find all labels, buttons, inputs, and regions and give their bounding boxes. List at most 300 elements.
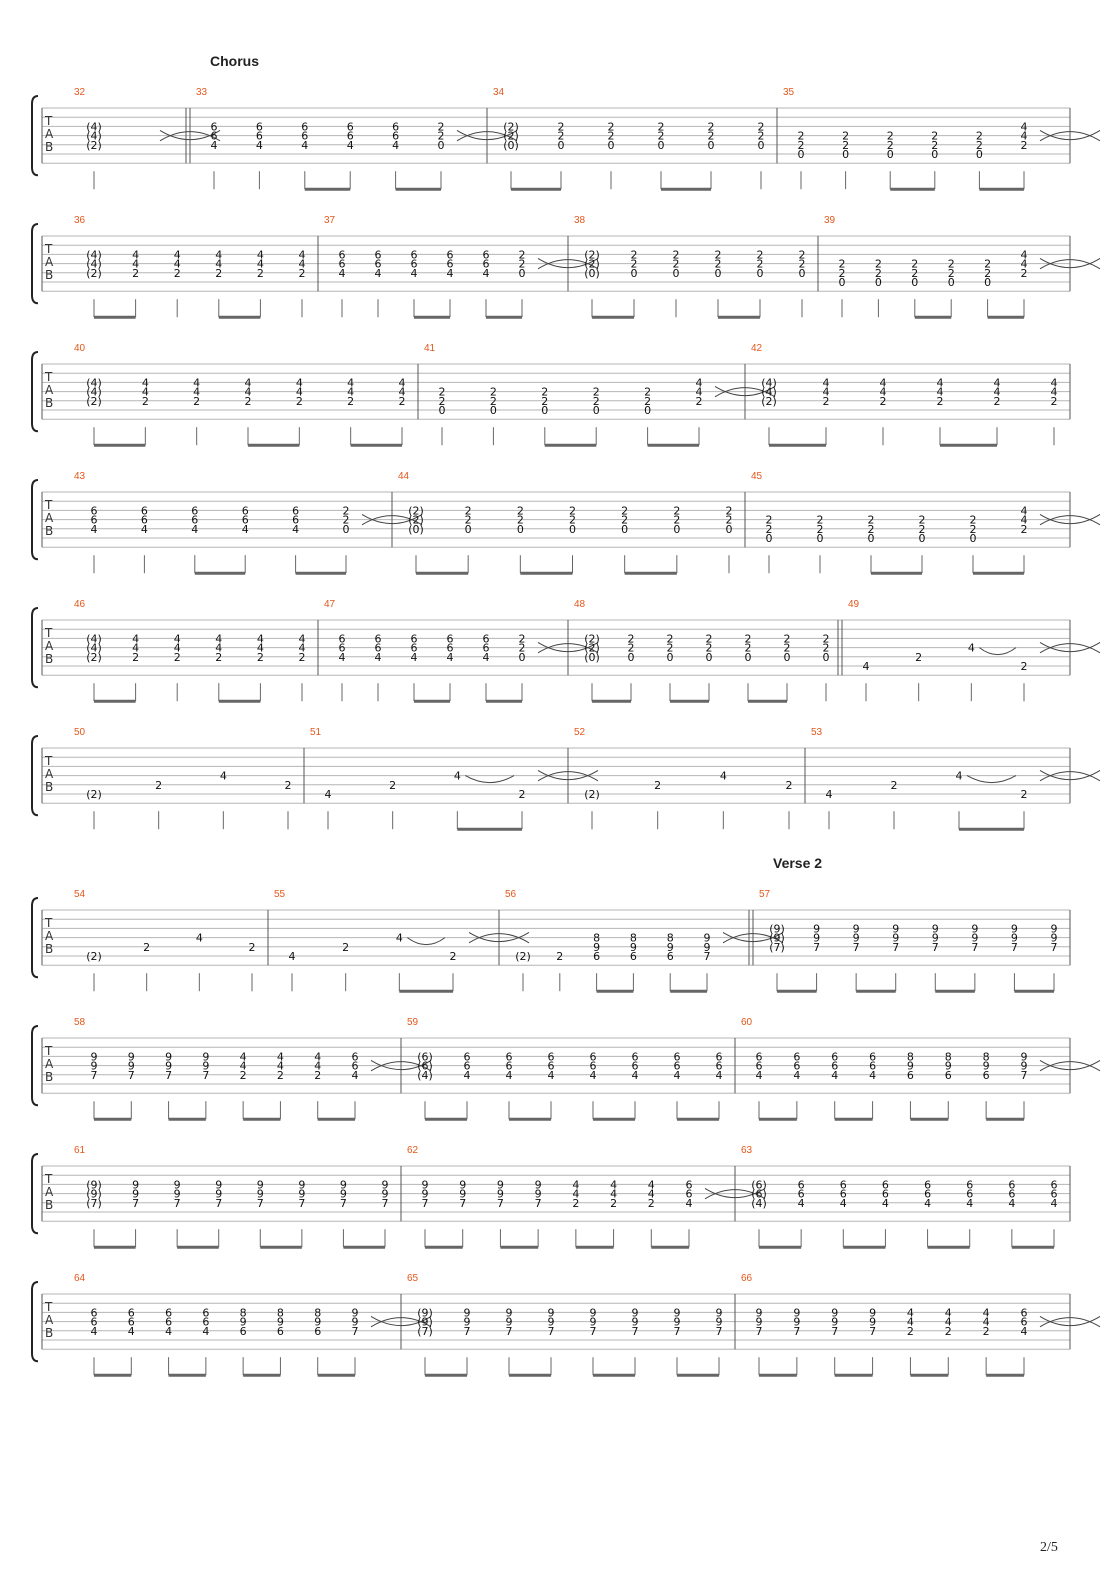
measure [324,215,598,317]
bar-number: 62 [407,1145,419,1156]
fret-number: 6 [547,1050,555,1064]
fret-number: 6 [255,120,263,134]
measure [493,87,777,189]
bar-number: 46 [74,599,86,610]
fret-number: 4 [869,1068,877,1082]
fret-number: 0 [644,404,652,417]
fret-number: 7 [215,1196,223,1210]
fret-number: 4 [298,248,306,262]
fret-number: 0 [911,276,919,289]
fret-number: 7 [90,1068,98,1082]
tab-clef-letter: B [45,1326,54,1340]
fret-number: 6 [410,257,418,271]
fret-number: 7 [869,1324,877,1338]
tab-clef-letter: T [45,626,53,640]
fret-number: 6 [797,1187,805,1201]
fret-number: 4 [132,257,140,271]
fret-number: 2 [389,778,397,792]
fret-number: (2) [761,394,777,408]
measure [74,1273,431,1375]
fret-number: 2 [541,394,549,408]
bar-number: 35 [783,87,795,98]
bar-number: 37 [324,215,336,226]
fret-number: 0 [744,650,752,664]
fret-number: 2 [707,120,715,134]
fret-number: 0 [947,276,955,289]
fret-number: 4 [993,376,1001,390]
bar-number: 39 [824,215,836,226]
fret-number: 0 [783,650,791,664]
measure [74,87,220,189]
fret-number: (2) [584,632,600,646]
fret-number: 9 [1020,1059,1028,1073]
fret-number: 0 [931,148,939,161]
fret-number: 7 [298,1196,306,1210]
fret-number: 2 [155,778,163,792]
bar-number: 51 [310,727,322,738]
fret-number: 6 [241,504,249,518]
fret-number: 4 [755,1068,763,1082]
fret-number: 6 [906,1068,914,1082]
tab-clef-letter: T [45,754,53,768]
fret-number: 4 [1020,513,1028,527]
fret-number: 4 [256,257,264,271]
system-brace [32,480,38,559]
fret-number: (0) [503,138,519,152]
fret-number: 2 [744,641,752,655]
fret-number: (9) [417,1315,433,1329]
fret-number: 2 [918,513,926,527]
fret-number: 6 [140,513,148,527]
fret-number: 9 [505,1306,513,1320]
fret-number: 4 [822,385,830,399]
fret-number: 4 [140,522,148,536]
fret-number: 2 [132,266,140,280]
fret-number: 4 [392,138,400,152]
fret-number: 9 [631,1315,639,1329]
measure [74,889,268,991]
fret-number: 9 [505,1315,513,1329]
tab-clef-letter: A [45,1057,54,1071]
fret-number: 2 [842,138,850,152]
fret-number: 8 [944,1050,952,1064]
fret-number: 7 [505,1324,513,1338]
fret-number: 4 [967,641,975,655]
measure [741,1145,1058,1247]
fret-number: 2 [647,1196,655,1210]
fret-number: 6 [90,1306,98,1320]
measure [574,215,818,317]
measure [751,343,1058,445]
fret-number: 7 [813,940,821,954]
fret-number: 2 [867,522,875,536]
fret-number: 0 [756,266,764,280]
fret-number: 6 [301,129,309,143]
tie [967,776,1016,783]
fret-number: 2 [842,129,850,143]
fret-number: 6 [881,1187,889,1201]
fret-number: 6 [301,120,309,134]
fret-number: 6 [374,257,382,271]
fret-number: 2 [874,266,882,280]
fret-number: 4 [589,1068,597,1082]
fret-number: (6) [751,1187,767,1201]
fret-number: 4 [374,650,382,664]
fret-number: 2 [541,385,549,399]
fret-number: 9 [173,1178,181,1192]
fret-number: 6 [793,1059,801,1073]
measure [811,727,1100,829]
fret-number: 2 [215,650,223,664]
fret-number: 6 [482,632,490,646]
fret-number: 2 [918,522,926,536]
fret-number: 4 [572,1187,580,1201]
fret-number: 2 [657,129,665,143]
fret-number: 2 [572,1196,580,1210]
bar-number: 57 [759,889,771,900]
fret-number: 4 [831,1068,839,1082]
fret-number: 9 [298,1187,306,1201]
bar-number: 52 [574,727,586,738]
tab-clef-letter: T [45,916,53,930]
fret-number: 9 [459,1178,467,1192]
fret-number: 2 [714,257,722,271]
fret-number: 2 [630,257,638,271]
bar-number: 48 [574,599,586,610]
fret-number: 6 [593,950,601,963]
fret-number: 0 [822,650,830,664]
fret-number: 6 [463,1050,471,1064]
fret-number: 4 [338,266,346,280]
fret-number: 4 [482,650,490,664]
fret-number: 2 [627,632,635,646]
fret-number: 0 [342,522,350,536]
fret-number: 6 [210,129,218,143]
fret-number: 6 [966,1187,974,1201]
fret-number: 6 [202,1315,210,1329]
fret-number: 2 [797,138,805,152]
fret-number: 2 [816,522,824,536]
bar-number: 54 [74,889,86,900]
fret-number: 7 [793,1324,801,1338]
fret-number: 4 [295,385,303,399]
fret-number: 2 [298,266,306,280]
fret-number: 4 [398,385,406,399]
fret-number: 9 [215,1178,223,1192]
fret-number: 4 [410,650,418,664]
fret-number: 4 [255,138,263,152]
fret-number: 4 [239,1050,247,1064]
bar-number: 38 [574,215,586,226]
fret-number: 2 [984,257,992,271]
fret-number: 6 [869,1059,877,1073]
fret-number: 6 [446,641,454,655]
fret-number: (0) [584,650,600,664]
fret-number: 2 [756,248,764,262]
fret-number: 6 [446,632,454,646]
fret-number: 4 [463,1068,471,1082]
fret-number: (4) [86,257,102,271]
fret-number: 2 [1020,660,1028,673]
fret-number: 4 [295,376,303,390]
fret-number: 4 [673,1068,681,1082]
bar-number: 44 [398,471,410,482]
fret-number: 6 [338,248,346,262]
fret-number: 9 [1050,922,1058,936]
fret-number: (0) [584,266,600,280]
measure [74,471,422,573]
fret-number: 4 [906,1306,914,1320]
fret-number: 9 [463,1315,471,1329]
bar-number: 33 [196,87,208,98]
fret-number: (9) [769,931,785,945]
fret-number: 4 [1020,257,1028,271]
fret-number: 4 [944,1306,952,1320]
fret-number: 2 [569,513,576,527]
fret-number: 4 [165,1324,173,1338]
fret-number: 9 [755,1315,763,1329]
fret-number: 9 [90,1050,98,1064]
fret-number: 9 [496,1178,504,1192]
fret-number: (7) [769,940,785,954]
fret-number: 0 [666,650,674,664]
fret-number: 6 [374,248,382,262]
fret-number: 2 [672,257,680,271]
fret-number: 2 [993,394,1001,408]
fret-number: 6 [685,1178,693,1192]
fret-number: 0 [838,276,846,289]
fret-number: 6 [392,120,400,134]
measure [74,343,418,445]
fret-number: (4) [86,376,102,390]
fret-number: 9 [869,1306,877,1320]
fret-number: 8 [982,1050,990,1064]
fret-number: 4 [647,1187,655,1201]
fret-number: 6 [589,1059,597,1073]
fret-number: 6 [127,1306,135,1320]
fret-number: 2 [1020,522,1028,536]
fret-number: 7 [715,1324,723,1338]
fret-number: 9 [1010,922,1018,936]
fret-number: 6 [1008,1187,1016,1201]
fret-number: 6 [589,1050,597,1064]
fret-number: 0 [621,522,629,536]
fret-number: 0 [797,148,805,161]
fret-number: 4 [839,1196,847,1210]
fret-number: 0 [842,148,850,161]
fret-number: 4 [1020,504,1028,518]
fret-number: 7 [127,1068,135,1082]
fret-number: 7 [892,940,900,954]
fret-number: 2 [744,632,752,646]
fret-number: 2 [822,394,830,408]
fret-number: 4 [191,522,199,536]
fret-number: 4 [127,1324,135,1338]
fret-number: 4 [298,641,306,655]
fret-number: 4 [202,1324,210,1338]
fret-number: 9 [631,1306,639,1320]
fret-number: 2 [816,513,824,527]
fret-number: 2 [1050,394,1058,408]
fret-number: 4 [1020,1324,1028,1338]
fret-number: 0 [673,522,681,536]
fret-number: 9 [165,1050,173,1064]
fret-number: 6 [338,632,346,646]
fret-number: 0 [886,148,894,161]
fret-number: 0 [714,266,722,280]
fret-number: 9 [421,1178,429,1192]
fret-number: 9 [892,931,900,945]
fret-number: 2 [975,138,983,152]
fret-number: 9 [215,1187,223,1201]
fret-number: 4 [906,1315,914,1329]
fret-number: 0 [672,266,680,280]
fret-number: 9 [931,922,939,936]
fret-number: 6 [374,641,382,655]
section-label: Chorus [210,53,259,69]
fret-number: 4 [141,385,149,399]
fret-number: (4) [86,632,102,646]
fret-number: (2) [86,788,102,801]
fret-number: 2 [890,778,898,792]
fret-number: 7 [589,1324,597,1338]
fret-number: 4 [256,632,264,646]
fret-number: 0 [569,522,576,536]
fret-number: 2 [610,1196,618,1210]
fret-number: 9 [239,1315,247,1329]
fret-number: 9 [1010,931,1018,945]
fret-number: 4 [288,950,296,963]
fret-number: 4 [314,1059,322,1073]
fret-number: 9 [793,1306,801,1320]
fret-number: 2 [936,394,944,408]
fret-number: 6 [165,1306,173,1320]
fret-number: 2 [931,138,939,152]
fret-number: 4 [132,641,140,655]
tab-clef-letter: B [45,652,54,666]
fret-number: 2 [695,394,703,408]
fret-number: 4 [410,266,418,280]
bar-number: 36 [74,215,86,226]
fret-number: 6 [482,248,490,262]
fret-number: 2 [173,266,181,280]
fret-number: 4 [862,660,870,673]
fret-number: 2 [783,641,791,655]
fret-number: 8 [314,1306,322,1320]
fret-number: 6 [831,1050,839,1064]
fret-number: 2 [621,513,629,527]
fret-number: 2 [438,385,446,399]
measure [783,87,1100,189]
fret-number: 0 [489,404,497,417]
fret-number: 2 [518,788,526,801]
fret-number: 6 [629,950,637,963]
tab-clef-letter: B [45,396,54,410]
fret-number: 2 [607,120,615,134]
fret-number: 9 [314,1315,322,1329]
fret-number: 2 [630,248,638,262]
fret-number: 7 [1020,1068,1028,1082]
fret-number: 6 [191,504,199,518]
fret-number: 6 [1050,1187,1058,1201]
measure [848,599,1100,701]
fret-number: 6 [793,1050,801,1064]
fret-number: 2 [886,138,894,152]
tie [407,938,445,945]
fret-number: 8 [239,1306,247,1320]
fret-number: 4 [219,769,227,783]
tab-clef-letter: T [45,498,53,512]
fret-number: 4 [924,1196,932,1210]
fret-number: 8 [906,1050,914,1064]
fret-number: 2 [518,257,526,271]
fret-number: 6 [924,1187,932,1201]
measure [407,1017,735,1119]
fret-number: 9 [276,1315,284,1329]
bar-number: 49 [848,599,860,610]
fret-number: 9 [852,931,860,945]
fret-number: 0 [557,138,565,152]
fret-number: 0 [541,404,549,417]
fret-number: (4) [761,376,777,390]
fret-number: 7 [202,1068,210,1082]
fret-number: 7 [351,1324,359,1338]
fret-number: 2 [707,129,715,143]
fret-number: 6 [346,129,354,143]
fret-number: 2 [557,120,565,134]
fret-number: 2 [969,513,977,527]
fret-number: 4 [982,1306,990,1320]
fret-number: 7 [852,940,860,954]
fret-number: 4 [298,257,306,271]
fret-number: 4 [1050,1196,1058,1210]
tab-clef-letter: B [45,942,54,956]
fret-number: (2) [408,513,424,527]
fret-number: (2) [584,248,600,262]
fret-number: 9 [1020,1050,1028,1064]
fret-number: 4 [173,257,181,271]
fret-number: 2 [673,504,681,518]
fret-number: 9 [202,1059,210,1073]
fret-number: 2 [556,950,564,963]
fret-number: 6 [446,257,454,271]
fret-number: 4 [610,1187,618,1201]
fret-number: 7 [547,1324,555,1338]
fret-number: 4 [132,632,140,646]
fret-number: 6 [90,504,98,518]
fret-number: 9 [173,1187,181,1201]
tie [979,648,1016,655]
fret-number: 9 [831,1315,839,1329]
fret-number: 7 [1050,940,1058,954]
fret-number: 4 [825,788,833,801]
fret-number: 2 [944,1324,952,1338]
fret-number: 6 [666,950,674,963]
fret-number: 9 [703,931,711,945]
bar-number: 63 [741,1145,753,1156]
fret-number: 2 [438,394,446,408]
measure [424,343,775,445]
fret-number: 4 [505,1068,513,1082]
fret-number: 9 [813,922,821,936]
fret-number: 9 [1050,931,1058,945]
fret-number: 9 [256,1187,264,1201]
tab-clef-letter: B [45,1198,54,1212]
measure [74,599,318,701]
fret-number: 9 [831,1306,839,1320]
fret-number: 9 [202,1050,210,1064]
system-brace [32,1154,38,1233]
